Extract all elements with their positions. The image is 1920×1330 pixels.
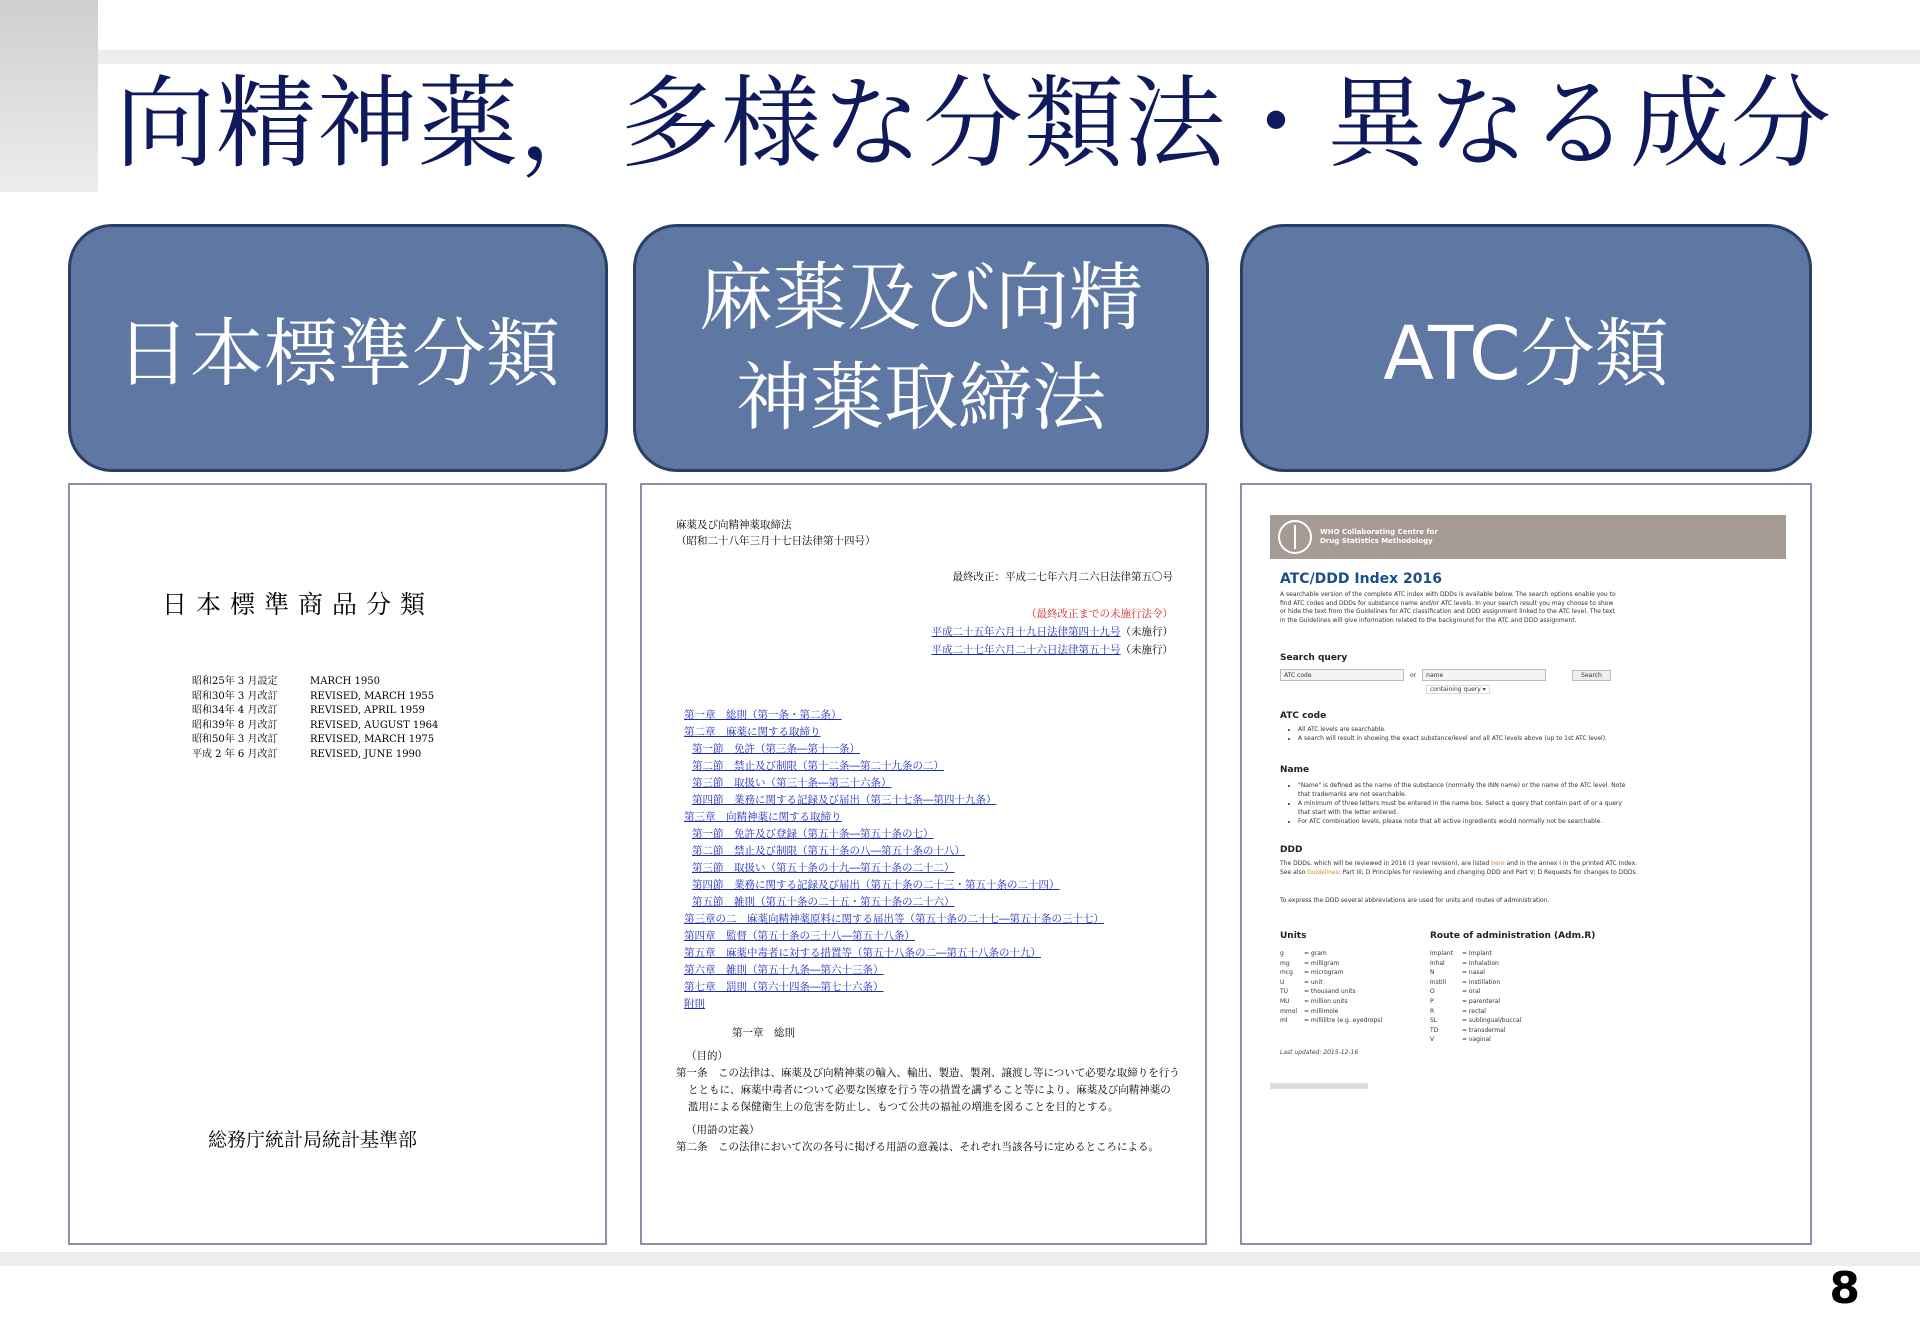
route-value: = Implant — [1462, 950, 1492, 957]
toc-link[interactable]: 第七章 罰則（第六十四条―第七十六条） — [684, 981, 884, 993]
toc-link[interactable]: 第六章 雑則（第五十九条―第六十三条） — [684, 964, 884, 976]
history-row — [192, 675, 438, 690]
ddd-text-part: The DDDs, which will be reviewed in 2016 (3 year revision), are listed — [1280, 860, 1490, 867]
units-heading: Units — [1280, 931, 1307, 941]
history-row — [192, 733, 438, 748]
toc-item — [684, 775, 1104, 792]
history-en: REVISED, MARCH 1975 — [310, 734, 435, 745]
route-row — [1430, 968, 1521, 978]
history-jp: 昭和39年 8 月改訂 — [192, 719, 278, 731]
history-en: REVISED, AUGUST 1964 — [310, 719, 439, 731]
toc-item — [684, 962, 1104, 979]
list-item: • "Name" is defined as the name of the substance (normally the INN name) or the name of the ATC level. Note that trademarks are not searchable. — [1298, 781, 1628, 799]
last-amendment: 最終改正：平成二七年六月二六日法律第五〇号 — [952, 571, 1173, 583]
history-jp: 平成 2 年 6 月改訂 — [192, 748, 278, 760]
toc-link[interactable]: 第三節 取扱い（第五十条の十九―第五十条の二十二） — [692, 862, 955, 874]
unit-key: TU — [1280, 988, 1289, 996]
route-value: = rectal — [1462, 1007, 1486, 1015]
doc1-publisher: 総務庁統計局統計基準部 — [208, 1129, 418, 1151]
toc-item — [684, 741, 1104, 758]
doc1-history — [192, 675, 438, 762]
toc-item — [684, 724, 1104, 741]
article-text: 第一条 この法律は、麻薬及び向精神薬の輸入、輸出、製造、製剤、譲渡し等について必要な取締りを行うとともに、麻薬中毒者について必要な医療を行う等の措置を講ずること等により、麻薬及び向精神薬の濫用による保健衛生上の危害を防止し、もつて公共の福祉の増進を図ることを目的とする。 — [676, 1067, 1180, 1113]
toc-item — [684, 894, 1104, 911]
toc-link[interactable]: 附則 — [684, 998, 705, 1010]
route-row — [1430, 997, 1521, 1007]
toc-item — [684, 945, 1104, 962]
history-en: REVISED, MARCH 1955 — [310, 690, 435, 702]
ddd-text-part: : Part III; D Principles for reviewing and changing DDD and Part V; D Requests for changes to DDDs. — [1338, 868, 1638, 876]
unit-value: = milligram — [1304, 959, 1340, 967]
toc-item — [684, 843, 1104, 860]
unit-key: MU — [1280, 997, 1290, 1005]
org-line: Drug Statistics Methodology — [1320, 537, 1433, 545]
list-item: • All ATC levels are searchable. — [1298, 725, 1638, 734]
pending-link[interactable]: 平成二十七年六月二十六日法律第五十号 — [931, 644, 1121, 656]
toc-item — [684, 707, 1104, 724]
route-key: P — [1430, 997, 1434, 1005]
article-text: 第二条 この法律において次の各号に掲げる用語の意義は、それぞれ当該各号に定めるところによる。 — [676, 1141, 1159, 1153]
history-jp: 昭和34年 4 月改訂 — [192, 705, 278, 716]
unit-row — [1280, 959, 1383, 969]
unit-row — [1280, 997, 1383, 1007]
unit-value: = thousand units — [1304, 988, 1356, 996]
toc-link[interactable]: 第二節 禁止及び制限（第十二条―第二十九条の二） — [692, 760, 944, 772]
unit-value: = millilitre (e.g. eyedrops) — [1304, 1017, 1383, 1025]
doc-atc-ddd-index — [1240, 483, 1812, 1245]
unit-value: = microgram — [1304, 969, 1344, 977]
route-key: Implant — [1430, 950, 1453, 957]
chevron-down-icon: ▾ — [1482, 686, 1486, 693]
toc-link[interactable]: 第三章 向精神薬に関する取締り — [684, 811, 842, 823]
unit-key: mg — [1280, 959, 1290, 967]
who-header — [1270, 515, 1786, 559]
list-item: • For ATC combination levels, please note that all active ingredients would normally not be searchable. — [1298, 817, 1628, 826]
guidelines-link[interactable]: Guidelines — [1307, 868, 1339, 876]
name-heading: Name — [1280, 765, 1310, 775]
pending-note: （未施行） — [1120, 644, 1173, 656]
abbrev-text: To express the DDD several abbreviations are used for units and routes of administration. — [1280, 897, 1550, 904]
toc-item — [684, 928, 1104, 945]
route-row — [1430, 987, 1521, 997]
toc-item — [684, 809, 1104, 826]
who-emblem-icon — [1278, 520, 1312, 554]
name-list — [1290, 781, 1628, 826]
toc-link[interactable]: 第四章 監督（第五十条の三十八―第五十八条） — [684, 930, 915, 942]
pending-row — [932, 623, 1174, 641]
history-jp: 昭和25年 3 月設定 — [192, 676, 278, 687]
unit-row — [1280, 987, 1383, 997]
search-form — [1280, 669, 1611, 681]
unit-row — [1280, 968, 1383, 978]
toc-link[interactable]: 第二章 麻薬に関する取締り — [684, 726, 821, 738]
toc-link[interactable]: 第二節 禁止及び制限（第五十条の八―第五十条の十八） — [692, 845, 965, 857]
index-intro: A searchable version of the complete ATC index with DDDs is available below. The search options enable you to find ATC codes and DDDs for substance name and/or ATC levels. In your search result you may choose to show or hide the text from the Guidelines for ATC classification and DDD assignment linked to the ATC level. The text in the Guidelines will give information related to the background for the ATC and DDD assignment. — [1280, 591, 1616, 624]
search-button[interactable]: Search — [1572, 670, 1611, 681]
footer-bar — [1270, 1083, 1368, 1089]
index-heading: ATC/DDD Index 2016 — [1280, 571, 1442, 587]
toc-item — [684, 826, 1104, 843]
route-value: = Instillation — [1462, 978, 1501, 986]
route-key: SL — [1430, 1017, 1438, 1025]
route-key: Instill — [1430, 978, 1447, 986]
route-row — [1430, 1026, 1521, 1036]
ddd-text-part: and in the annex I in the printed ATC Index. See also — [1280, 860, 1638, 876]
last-updated: Last updated: 2015-12-16 — [1280, 1049, 1359, 1056]
chapter-heading: 第一章 総則 — [732, 1027, 795, 1039]
toc-item — [684, 979, 1104, 996]
unit-key: U — [1280, 978, 1285, 986]
doc-jsc-cover — [68, 483, 607, 1245]
unit-row — [1280, 1007, 1383, 1017]
toc-link[interactable]: 第五節 雑則（第五十条の二十五・第五十条の二十六） — [692, 896, 955, 908]
route-key: N — [1430, 969, 1435, 977]
query-type-select[interactable] — [1426, 685, 1490, 694]
toc-link[interactable]: 第三節 取扱い（第三十条―第三十六条） — [692, 777, 892, 789]
toc-item — [684, 860, 1104, 877]
law-number: （昭和二十八年三月十七日法律第十四号） — [676, 535, 876, 547]
article-caption: （目的） — [686, 1050, 728, 1062]
routes-heading: Route of administration (Adm.R) — [1430, 931, 1596, 941]
category-label-line-1: 麻薬及び向精 — [699, 255, 1143, 341]
org-line: WHO Collaborating Centre for — [1320, 528, 1438, 536]
toc-link[interactable]: 第一章 総則（第一条・第二条） — [684, 709, 842, 721]
route-row — [1430, 978, 1521, 988]
route-value: = Inhalation — [1462, 959, 1499, 967]
unit-value: = million units — [1304, 997, 1348, 1005]
history-en: REVISED, APRIL 1959 — [310, 705, 425, 716]
route-key: V — [1430, 1036, 1435, 1044]
who-org-name — [1320, 528, 1438, 546]
slide-title: 向精神薬，多様な分類法・異なる成分 — [115, 65, 1832, 182]
history-jp: 昭和50年 3 月改訂 — [192, 734, 278, 745]
pending-row — [932, 641, 1174, 659]
route-row — [1430, 949, 1521, 959]
unit-value: = gram — [1304, 950, 1327, 957]
history-en: MARCH 1950 — [310, 676, 380, 687]
list-item: • A minimum of three letters must be entered in the name box. Select a query that contain part of or a query that start with the letter entered. — [1298, 799, 1628, 817]
unit-key: ml — [1280, 1017, 1288, 1025]
corner-decoration — [0, 0, 98, 192]
pending-link[interactable]: 平成二十五年六月十九日法律第四十九号 — [931, 626, 1121, 638]
unit-key: g — [1280, 950, 1284, 957]
pending-title: （最終改正までの未施行法令） — [1026, 608, 1173, 620]
pending-note: （未施行） — [1120, 626, 1173, 638]
or-label: or — [1410, 671, 1417, 679]
route-key: Inhal — [1430, 959, 1445, 967]
history-row — [192, 748, 438, 763]
history-row — [192, 719, 438, 734]
route-key: R — [1430, 1007, 1435, 1015]
history-row — [192, 704, 438, 719]
unit-value: = millimole — [1304, 1007, 1339, 1015]
route-value: = parenteral — [1462, 997, 1501, 1005]
toc-item — [684, 911, 1104, 928]
unit-row — [1280, 978, 1383, 988]
toc-link[interactable]: 第四節 業務に関する記録及び届出（第五十条の二十三・第五十条の二十四） — [692, 879, 1060, 891]
route-value: = sublingual/buccal — [1462, 1017, 1522, 1025]
route-key: TD — [1430, 1026, 1439, 1034]
unit-key: mcg — [1280, 969, 1293, 977]
category-label: ATC分類 — [1383, 311, 1669, 397]
unit-key: mmol — [1280, 1007, 1298, 1015]
route-value: = vaginal — [1462, 1036, 1491, 1044]
list-item: • A search will result in showing the exact substance/level and all ATC levels above (up to 1st ATC level). — [1298, 734, 1638, 743]
toc-link[interactable]: 第一節 免許及び登録（第五十条―第五十条の七） — [692, 828, 934, 840]
category-atc — [1240, 224, 1812, 472]
atc-code-input[interactable]: ATC code — [1280, 669, 1404, 681]
ddd-heading: DDD — [1280, 845, 1303, 855]
doc1-title: 日本標準商品分類 — [162, 590, 435, 619]
history-row — [192, 690, 438, 705]
unit-row — [1280, 949, 1383, 959]
pending-amendments — [932, 605, 1174, 659]
route-row — [1430, 1007, 1521, 1017]
route-value: = nasal — [1462, 969, 1485, 977]
category-label-line-2: 神薬取締法 — [736, 355, 1106, 441]
page-number: 8 — [1829, 1263, 1860, 1314]
unit-row — [1280, 1016, 1383, 1026]
atc-code-list — [1290, 725, 1638, 743]
routes-list — [1430, 949, 1521, 1045]
bottom-band — [0, 1252, 1920, 1266]
top-band — [98, 50, 1920, 64]
route-row — [1430, 959, 1521, 969]
article-caption: （用語の定義） — [686, 1124, 760, 1136]
route-key: O — [1430, 988, 1435, 996]
toc-link[interactable]: 第一節 免許（第三条―第十一条） — [692, 743, 860, 755]
law-body — [676, 1025, 1181, 1156]
here-link[interactable]: here — [1491, 860, 1505, 867]
category-japan-standard — [68, 224, 608, 472]
atc-code-heading: ATC code — [1280, 711, 1327, 721]
route-value: = oral — [1462, 988, 1481, 996]
unit-value: = unit — [1304, 978, 1323, 986]
history-en: REVISED, JUNE 1990 — [310, 748, 422, 760]
toc-link[interactable]: 第三章の二 麻薬向精神薬原料に関する届出等（第五十条の二十七―第五十条の三十七） — [684, 913, 1104, 925]
doc-narcotics-law — [640, 483, 1207, 1245]
category-label: 日本標準分類 — [116, 311, 560, 397]
toc-item — [684, 792, 1104, 809]
law-title: 麻薬及び向精神薬取締法 — [676, 519, 792, 531]
history-jp: 昭和30年 3 月改訂 — [192, 690, 278, 702]
toc-item — [684, 877, 1104, 894]
route-value: = transdermal — [1462, 1026, 1506, 1034]
select-value: containing query — [1430, 686, 1481, 693]
category-narcotics-law — [633, 224, 1209, 472]
route-row — [1430, 1016, 1521, 1026]
route-row — [1430, 1035, 1521, 1045]
toc-link[interactable]: 第五章 麻薬中毒者に対する措置等（第五十八条の二―第五十八条の十九） — [684, 947, 1041, 959]
table-of-contents — [684, 707, 1104, 1013]
units-list — [1280, 949, 1383, 1026]
toc-link[interactable]: 第四節 業務に関する記録及び届出（第三十七条―第四十九条） — [692, 794, 997, 806]
ddd-text — [1280, 860, 1640, 877]
toc-item — [684, 996, 1104, 1013]
toc-item — [684, 758, 1104, 775]
doc2-header — [676, 517, 876, 549]
name-input[interactable]: name — [1422, 669, 1546, 681]
search-heading: Search query — [1280, 653, 1348, 663]
